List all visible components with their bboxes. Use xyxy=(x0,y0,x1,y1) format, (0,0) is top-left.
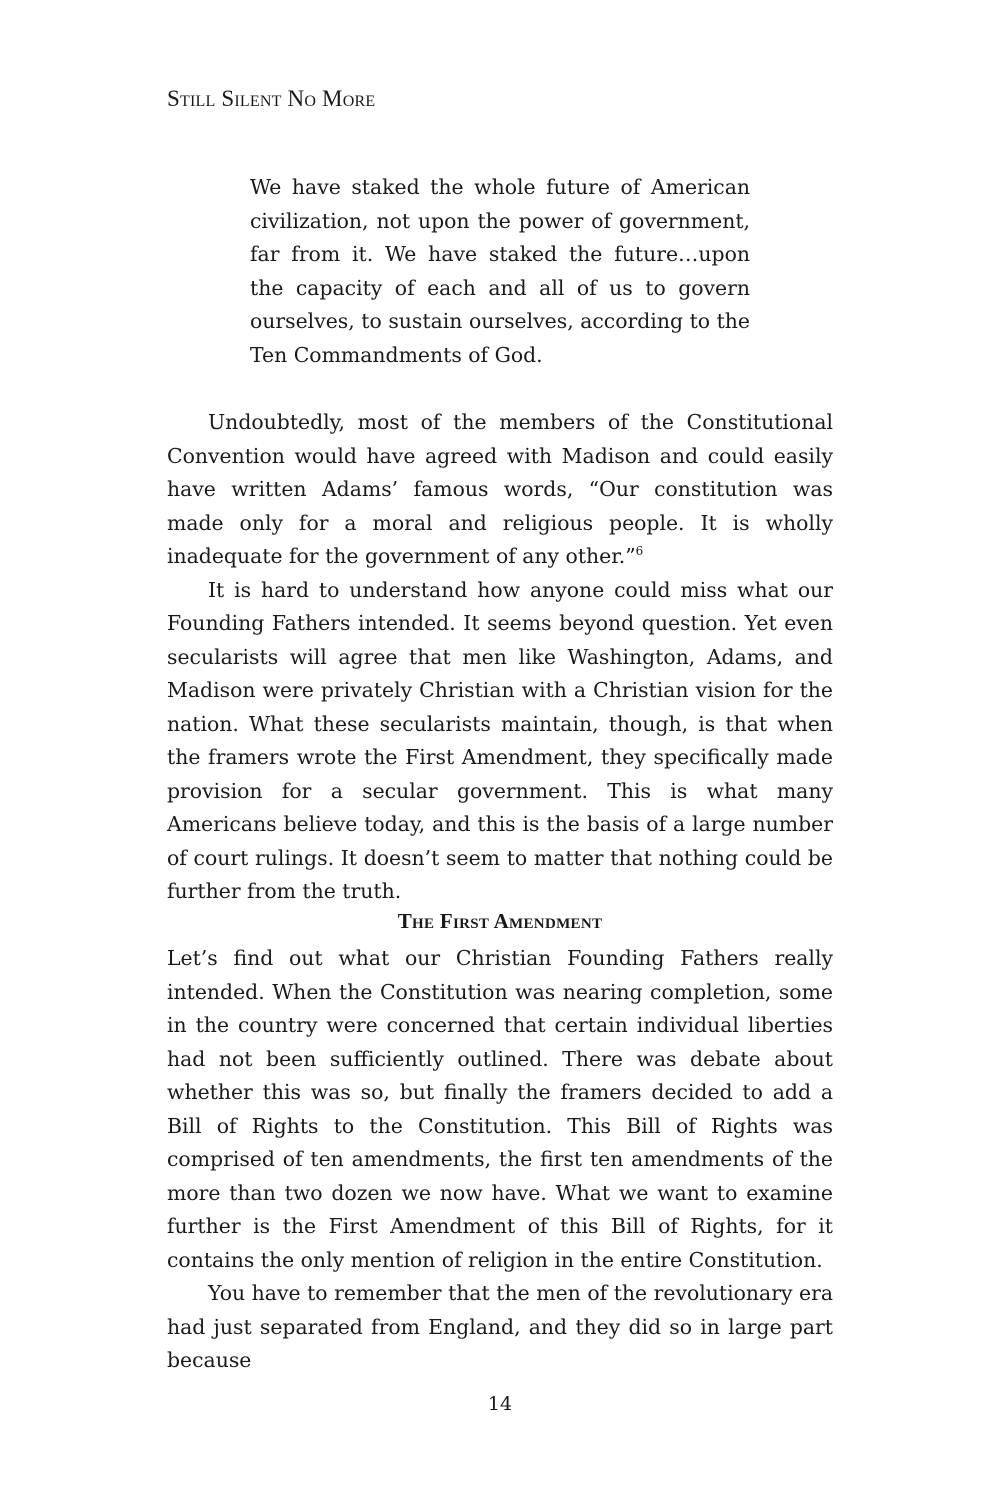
paragraph: It is hard to understand how anyone could miss what our Founding Fathers intended. It seems beyond question. Yet even secularists will agree that men like Washington, Adams, and Madison were privately Christian with a Christian vision for the nation. What these secularists maintain, though, is that when the framers wrote the First Amendment, they specifically made provision for a secular government. This is what many Americans believe today, and this is the basis of a large number of court rulings. It doesn’t seem to matter that nothing could be further from the truth. xyxy=(167,577,833,903)
paragraph-text: Undoubtedly, most of the members of the Constitutional Convention would have agreed with Madison and could easily have written Adams’ famous words, “Our constitution was made only for a moral and religious people. It is wholly inadequate for the government of any other.” xyxy=(167,410,833,568)
footnote-marker: 6 xyxy=(635,544,644,558)
running-head: Still Silent No More xyxy=(167,86,376,111)
section-heading: The First Amendment xyxy=(397,909,603,933)
paragraph: Let’s find out what our Christian Founding Fathers really intended. When the Constitution was nearing completion, some in the country were concerned that certain individual liberties had not been sufficiently outlined. There was debate about whether this was so, but finally the framers decided to add a Bill of Rights to the Constitution. This Bill of Rights was comprised of ten amendments, the first ten amendments of the more than two dozen we now have. What we want to examine further is the First Amendment of this Bill of Rights, for it contains the only mention of religion in the entire Constitution. xyxy=(167,946,833,1272)
body-text-section-2 xyxy=(167,942,833,1378)
block-quote: We have staked the whole future of American civilization, not upon the power of government, far from it. We have staked the future…upon the capacity of each and all of us to govern ourselves, to sustain ourselves, according to the Ten Commandments of God. xyxy=(250,175,750,367)
paragraph: You have to remember that the men of the revolutionary era had just separated from England, and they did so in large part because xyxy=(167,1281,833,1372)
paragraph xyxy=(167,406,833,574)
body-text-section-1 xyxy=(167,406,833,909)
page-number: 14 xyxy=(487,1393,513,1415)
